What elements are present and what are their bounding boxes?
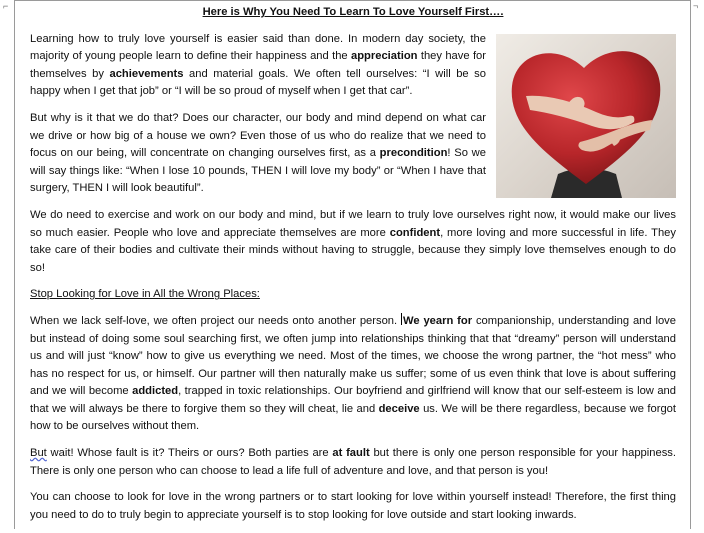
page-corner-mark-left: ⌐ (3, 1, 9, 11)
section-heading: Stop Looking for Love in All the Wrong Places: (30, 288, 260, 301)
document-body[interactable] (30, 4, 676, 533)
paragraph-6: You can choose to look for love in the wrong partners or to start looking for love within yourself instead! Therefore, the first thing you need to do to truly begin to appreciate yourself is to stop looking for love outside and start looking inwards. (30, 491, 676, 521)
paragraph-2: But why is it that we do that? Does our character, our body and mind depend on what car we drive or how big of a house we own? Even those of us who do realize that we need to focus on our being, will concentrate on changing ourselves first, as a precondition! So we will say things like: “When I lose 10 pounds, THEN I will love my body” or “When I have that surgery, THEN I will look beautiful”. (30, 111, 486, 195)
page-corner-mark-right: ¬ (693, 1, 699, 11)
paragraph-5: But wait! Whose fault is it? Theirs or ours? Both parties are at fault but there is only one person responsible for your happiness. There is only one person who can choose to lead a life full of adventure and love, and that person is you! (30, 447, 676, 477)
spellcheck-flag: But (30, 447, 47, 460)
paragraph-4: When we lack self-love, we often project our needs onto another person. We yearn for companionship, understanding and love but instead of doing some soul searching first, we often jump into relationships thinking that that “dreamy” person will understand us and will just “know” how to give us everything we need. Most of the times, we choose the wrong partner, the “hot mess” who has no respect for us, or himself. Our partner will then naturally make us suffer; some of us even think that love is about suffering and we will become addicted, trapped in toxic relationships. Our boyfriend and girlfriend will know that our self-esteem is low and that we will always be there to forgive them so they will cheat, lie and deceive us. We will be there regardless, because we forgot how to be ourselves without them. (30, 314, 676, 433)
paragraph-1: Learning how to truly love yourself is easier said than done. In modern day society, the majority of young people learn to define their happiness and the appreciation they have for themselves by achievements and material goals. We often tell ourselves: “I will be so happy when I get that job” or “I will be so proud of myself when I get that car”. (30, 32, 486, 98)
heart-hug-illustration (496, 34, 676, 198)
intro-section (30, 31, 676, 207)
text-cursor (401, 313, 402, 325)
document-title: Here is Why You Need To Learn To Love Yourself First…. (202, 6, 504, 18)
paragraph-3: We do need to exercise and work on our body and mind, but if we learn to truly love ourselves right now, it would make our lives so much easier. People who love and appreciate themselves are more confident, more loving and more successful in life. They take care of their bodies and cultivate their minds without having to struggle, because they simply love themselves enough to do so! (30, 208, 676, 274)
heart-hug-image (496, 34, 676, 198)
